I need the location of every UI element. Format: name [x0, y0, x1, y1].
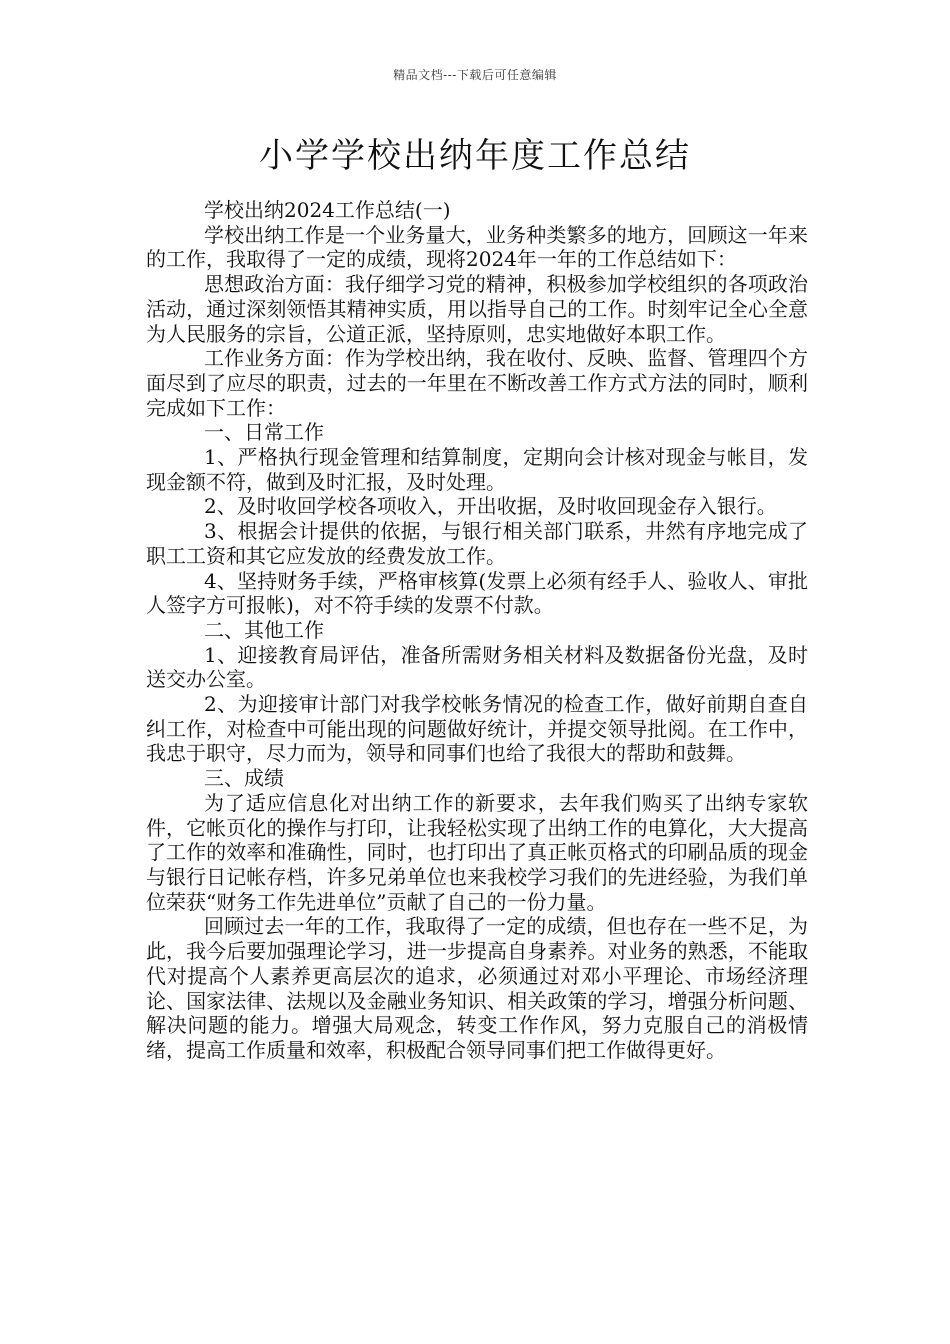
section-heading: 一、日常工作: [204, 420, 324, 445]
paragraph: 学校出纳工作是一个业务量大，业务种类繁多的地方，回顾这一年来的工作，我取得了一定的成绩，现将2024年一年的工作总结如下：: [146, 222, 808, 272]
paragraph: 工作业务方面：作为学校出纳，我在收付、反映、监督、管理四个方面尽到了应尽的职责，过去的一年里在不断改善工作方式方法的同时，顺利完成如下工作：: [146, 346, 808, 420]
document-title: 小学学校出纳年度工作总结: [259, 136, 691, 176]
document-body: [146, 198, 808, 1063]
paragraph: 1、迎接教育局评估，准备所需财务相关材料及数据备份光盘，及时送交办公室。: [146, 642, 808, 692]
paragraph: 思想政治方面：我仔细学习党的精神，积极参加学校组织的各项政治活动，通过深刻领悟其精神实质，用以指导自己的工作。时刻牢记全心全意为人民服务的宗旨，公道正派，坚持原则，忠实地做好本职工作。: [146, 272, 808, 346]
section-heading: 三、成绩: [204, 766, 284, 791]
paragraph: 3、根据会计提供的依据，与银行相关部门联系，井然有序地完成了职工工资和其它应发放的经费发放工作。: [146, 519, 808, 568]
paragraph: 回顾过去一年的工作，我取得了一定的成绩，但也存在一些不足，为此，我今后要加强理论学习，进一步提高自身素养。对业务的熟悉，不能取代对提高个人素养更高层次的追求，必须通过对邓小平理论、市场经济理论、国家法律、法规以及金融业务知识、相关政策的学习，增强分析问题、解决问题的能力。增强大局观念，转变工作作风，努力克服自己的消极情绪，提高工作质量和效率，积极配合领导同事们把工作做得更好。: [146, 914, 808, 1062]
section-heading: 二、其他工作: [204, 617, 324, 642]
paragraph: 2、及时收回学校各项收入，开出收据，及时收回现金存入银行。: [204, 494, 777, 519]
paragraph: 为了适应信息化对出纳工作的新要求，去年我们购买了出纳专家软件，它帐页化的操作与打印，让我轻松实现了出纳工作的电算化，大大提高了工作的效率和准确性，同时，也打印出了真正帐页格式的印刷品质的现金与银行日记帐存档，许多兄弟单位也来我校学习我们的先进经验，为我们单位荣获“财务工作先进单位”贡献了自己的一份力量。: [146, 790, 808, 914]
header-note: 精品文档---下载后可任意编辑: [393, 68, 557, 82]
paragraph-subtitle: 学校出纳2024工作总结(一): [204, 198, 451, 222]
paragraph: 4、坚持财务手续，严格审核算(发票上必须有经手人、验收人、审批人签字方可报帐)，对不符手续的发票不付款。: [146, 568, 808, 618]
paragraph: 1、严格执行现金管理和结算制度，定期向会计核对现金与帐目，发现金额不符，做到及时汇报，及时处理。: [146, 445, 808, 494]
paragraph: 2、为迎接审计部门对我学校帐务情况的检查工作，做好前期自查自纠工作，对检查中可能出现的问题做好统计，并提交领导批阅。在工作中，我忠于职守，尽力而为，领导和同事们也给了我很大的帮助和鼓舞。: [146, 692, 808, 766]
